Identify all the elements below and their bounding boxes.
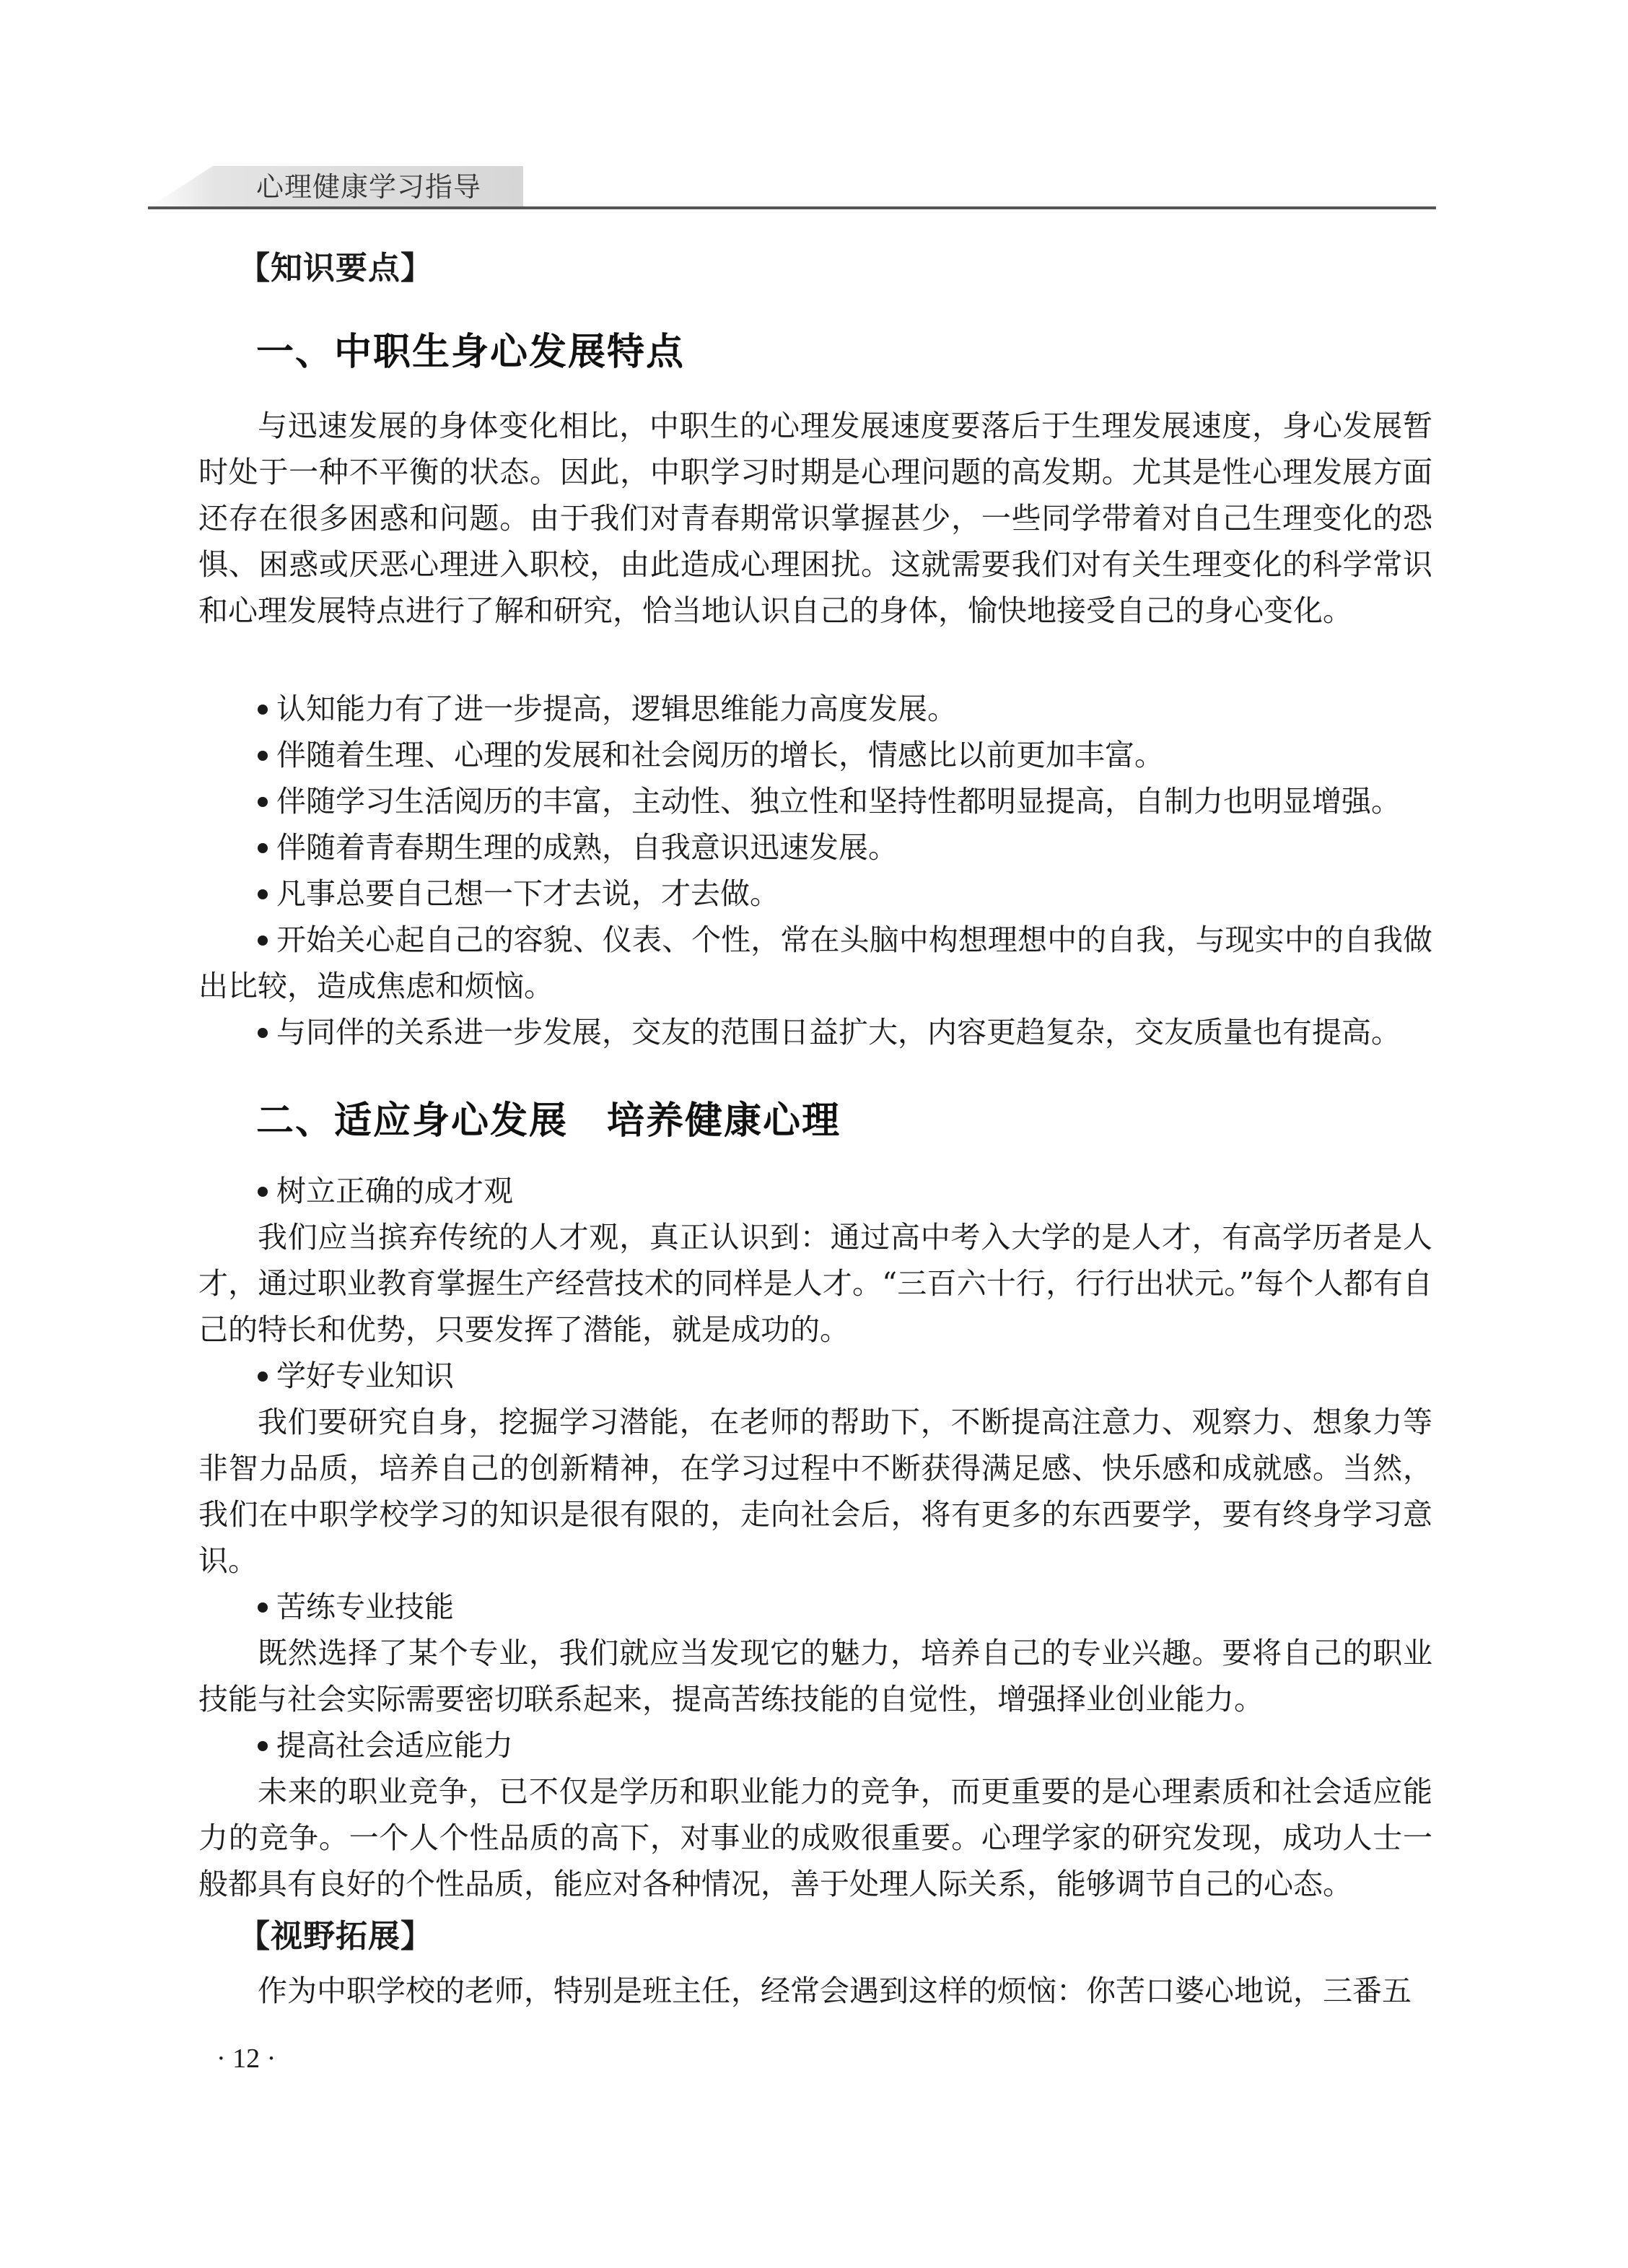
list-item: 伴随着青春期生理的成熟，自我意识迅速发展。: [198, 824, 1432, 871]
bullet-dot-icon: [258, 705, 268, 715]
bullet-dot-icon: [258, 1741, 268, 1751]
subsection-paragraph: 我们应当摈弃传统的人才观，真正认识到：通过高中考入大学的是人才，有高学历者是人才，通过职业教育掌握生产经营技术的同样是人才。“三百六十行，行行出状元。”每个人都有自己的特长和优势，只要发挥了潜能，就是成功的。: [198, 1220, 1432, 1347]
bullet-dot-icon: [258, 1602, 268, 1613]
bullet-dot-icon: [258, 935, 268, 946]
bullet-dot-icon: [258, 1028, 268, 1038]
list-item: 伴随学习生活阅历的丰富，主动性、独立性和坚持性都明显提高，自制力也明显增强。: [198, 778, 1432, 824]
book-title: 心理健康学习指导: [256, 171, 482, 203]
intro-paragraph: 与迅速发展的身体变化相比，中职生的心理发展速度要落后于生理发展速度，身心发展暂时处于一种不平衡的状态。因此，中职学习时期是心理问题的高发期。尤其是性心理发展方面还存在很多困惑和问题。由于我们对青春期常识掌握甚少，一些同学带着对自己生理变化的恐惧、困惑或厌恶心理进入职校，由此造成心理困扰。这就需要我们对有关生理变化的科学常识和心理发展特点进行了解和研究，恰当地认识自己的身体，愉快地接受自己的身心变化。: [198, 409, 1432, 628]
list-item: 与同伴的关系进一步发展，交友的范围日益扩大，内容更趋复杂，交友质量也有提高。: [198, 1009, 1432, 1055]
list-item: 伴随着生理、心理的发展和社会阅历的增长，情感比以前更加丰富。: [198, 732, 1432, 778]
bullet-dot-icon: [258, 1187, 268, 1197]
bullet-dot-icon: [258, 751, 268, 761]
subsection-title: 苦练专业技能: [258, 1584, 454, 1630]
vision-expansion-tag: 【视野拓展】: [238, 1918, 433, 1955]
page-number: · 12 ·: [216, 2044, 276, 2074]
subsection-title: 学好专业知识: [258, 1353, 454, 1399]
knowledge-points-tag: 【知识要点】: [238, 250, 433, 287]
section-heading-1: 一、中职生身心发展特点: [256, 331, 686, 374]
vision-paragraph: 作为中职学校的老师，特别是班主任，经常会遇到这样的烦恼：你苦口婆心地说，三番五: [258, 1973, 1412, 2008]
header-rule: [148, 206, 1436, 209]
section-heading-2: 二、适应身心发展 培养健康心理: [256, 1099, 841, 1143]
bullet-dot-icon: [258, 797, 268, 807]
subsection-title: 提高社会适应能力: [258, 1722, 513, 1768]
list-item: 认知能力有了进一步提高，逻辑思维能力高度发展。: [198, 686, 1432, 732]
subsection-paragraph: 未来的职业竞争，已不仅是学历和职业能力的竞争，而更重要的是心理素质和社会适应能力的竞争。一个人个性品质的高下，对事业的成败很重要。心理学家的研究发现，成功人士一般都具有良好的个性品质，能应对各种情况，善于处理人际关系，能够调节自己的心态。: [198, 1774, 1432, 1901]
subsection-paragraph: 我们要研究自身，挖掘学习潜能，在老师的帮助下，不断提高注意力、观察力、想象力等非智力品质，培养自己的创新精神，在学习过程中不断获得满足感、快乐感和成就感。当然，我们在中职学校学习的知识是很有限的，走向社会后，将有更多的东西要学，要有终身学习意识。: [198, 1405, 1432, 1578]
bullet-dot-icon: [258, 843, 268, 853]
list-item: 凡事总要自己想一下才去说，才去做。: [198, 871, 1432, 917]
bullet-dot-icon: [258, 1371, 268, 1382]
subsection-paragraph: 既然选择了某个专业，我们就应当发现它的魅力，培养自己的专业兴趣。要将自己的职业技能与社会实际需要密切联系起来，提高苦练技能的自觉性，增强择业创业能力。: [198, 1636, 1432, 1717]
bullet-dot-icon: [258, 889, 268, 899]
subsection-title: 树立正确的成才观: [258, 1168, 513, 1214]
list-item: 开始关心起自己的容貌、仪表、个性，常在头脑中构想理想中的自我，与现实中的自我做出比较，造成焦虑和烦恼。: [198, 923, 1432, 1003]
running-header: [148, 166, 1436, 208]
